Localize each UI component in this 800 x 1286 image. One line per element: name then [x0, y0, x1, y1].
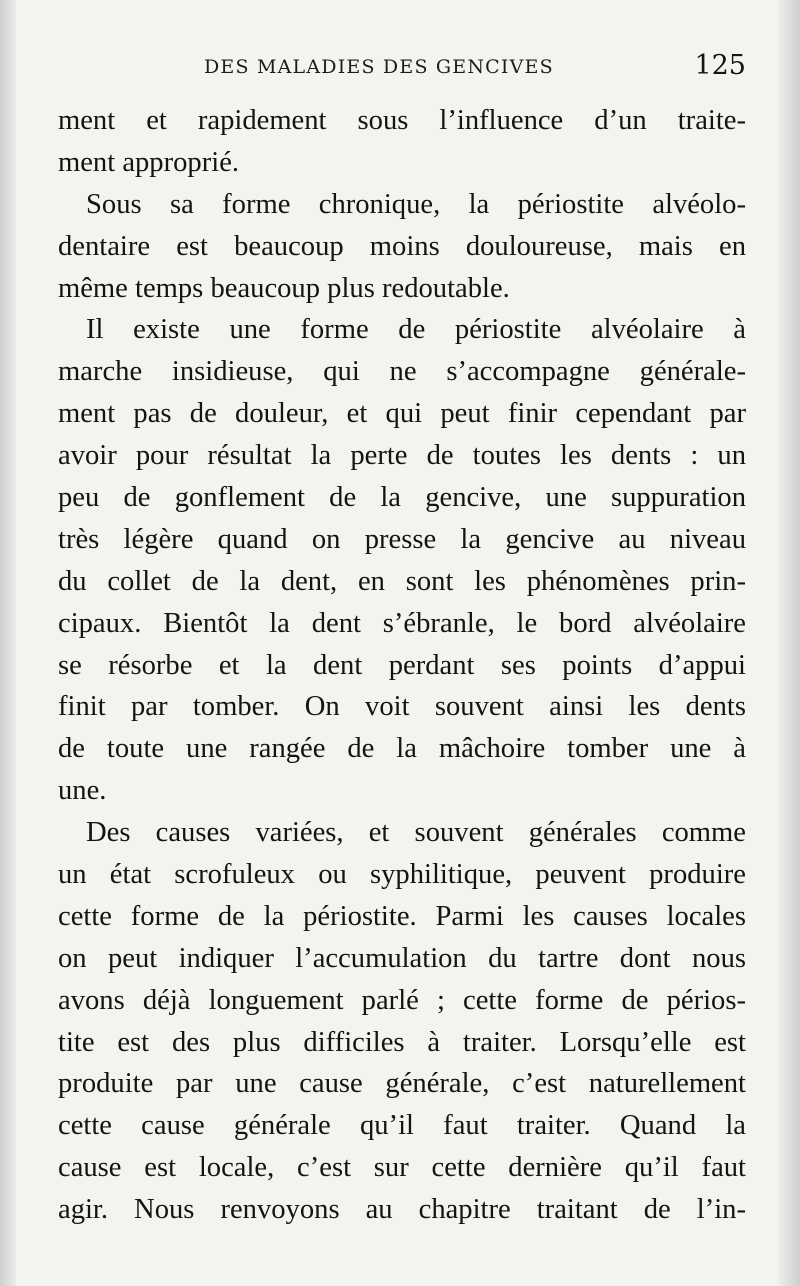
text-line: produite par une cause générale, c’est naturellement	[58, 1068, 746, 1100]
text-line: peu de gonflement de la gencive, une suppuration	[58, 482, 746, 514]
text-line: se résorbe et la dent perdant ses points d’appui	[58, 649, 746, 681]
running-header	[0, 50, 800, 90]
text-line: on peut indiquer l’accumulation du tartre dont nous	[58, 942, 746, 974]
text-line: de toute une rangée de la mâchoire tomber une à	[58, 733, 746, 765]
text-line: même temps beaucoup plus redoutable.	[58, 272, 510, 304]
text-line: cause est locale, c’est sur cette dernière qu’il faut	[58, 1152, 746, 1184]
text-line: Des causes variées, et souvent générales comme	[86, 817, 746, 849]
text-line: ment approprié.	[58, 146, 240, 178]
text-line: du collet de la dent, en sont les phénomènes prin-	[58, 565, 746, 597]
body-text	[58, 100, 746, 1231]
text-line: Il existe une forme de périostite alvéolaire à	[86, 314, 746, 346]
text-line: cipaux. Bientôt la dent s’ébranle, le bord alvéolaire	[58, 607, 746, 639]
page-right-edge	[778, 0, 800, 1286]
text-line: avons déjà longuement parlé ; cette forme de périos-	[58, 984, 746, 1016]
text-line: finit par tomber. On voit souvent ainsi les dents	[58, 691, 746, 723]
text-line: dentaire est beaucoup moins douloureuse, mais en	[58, 230, 746, 262]
text-line: ment et rapidement sous l’influence d’un traite-	[58, 105, 746, 136]
text-line: tite est des plus difficiles à traiter. Lorsqu’elle est	[58, 1026, 746, 1058]
text-line: marche insidieuse, qui ne s’accompagne générale-	[58, 356, 746, 388]
text-line: une.	[58, 775, 107, 807]
text-line: cette forme de la périostite. Parmi les causes locales	[58, 900, 746, 932]
page-left-edge	[0, 0, 16, 1286]
text-line: cette cause générale qu’il faut traiter. Quand la	[58, 1110, 746, 1142]
text-line: Sous sa forme chronique, la périostite alvéolo-	[86, 188, 746, 220]
text-line: un état scrofuleux ou syphilitique, peuvent produire	[58, 859, 746, 891]
header-title: DES MALADIES DES GENCIVES	[204, 56, 554, 78]
text-line: avoir pour résultat la perte de toutes les dents : un	[58, 440, 746, 472]
text-line: agir. Nous renvoyons au chapitre traitant de l’in-	[58, 1194, 746, 1226]
text-line: ment pas de douleur, et qui peut finir cependant par	[58, 398, 746, 430]
page-number: 125	[694, 50, 746, 81]
text-line: très légère quand on presse la gencive au niveau	[58, 523, 746, 555]
